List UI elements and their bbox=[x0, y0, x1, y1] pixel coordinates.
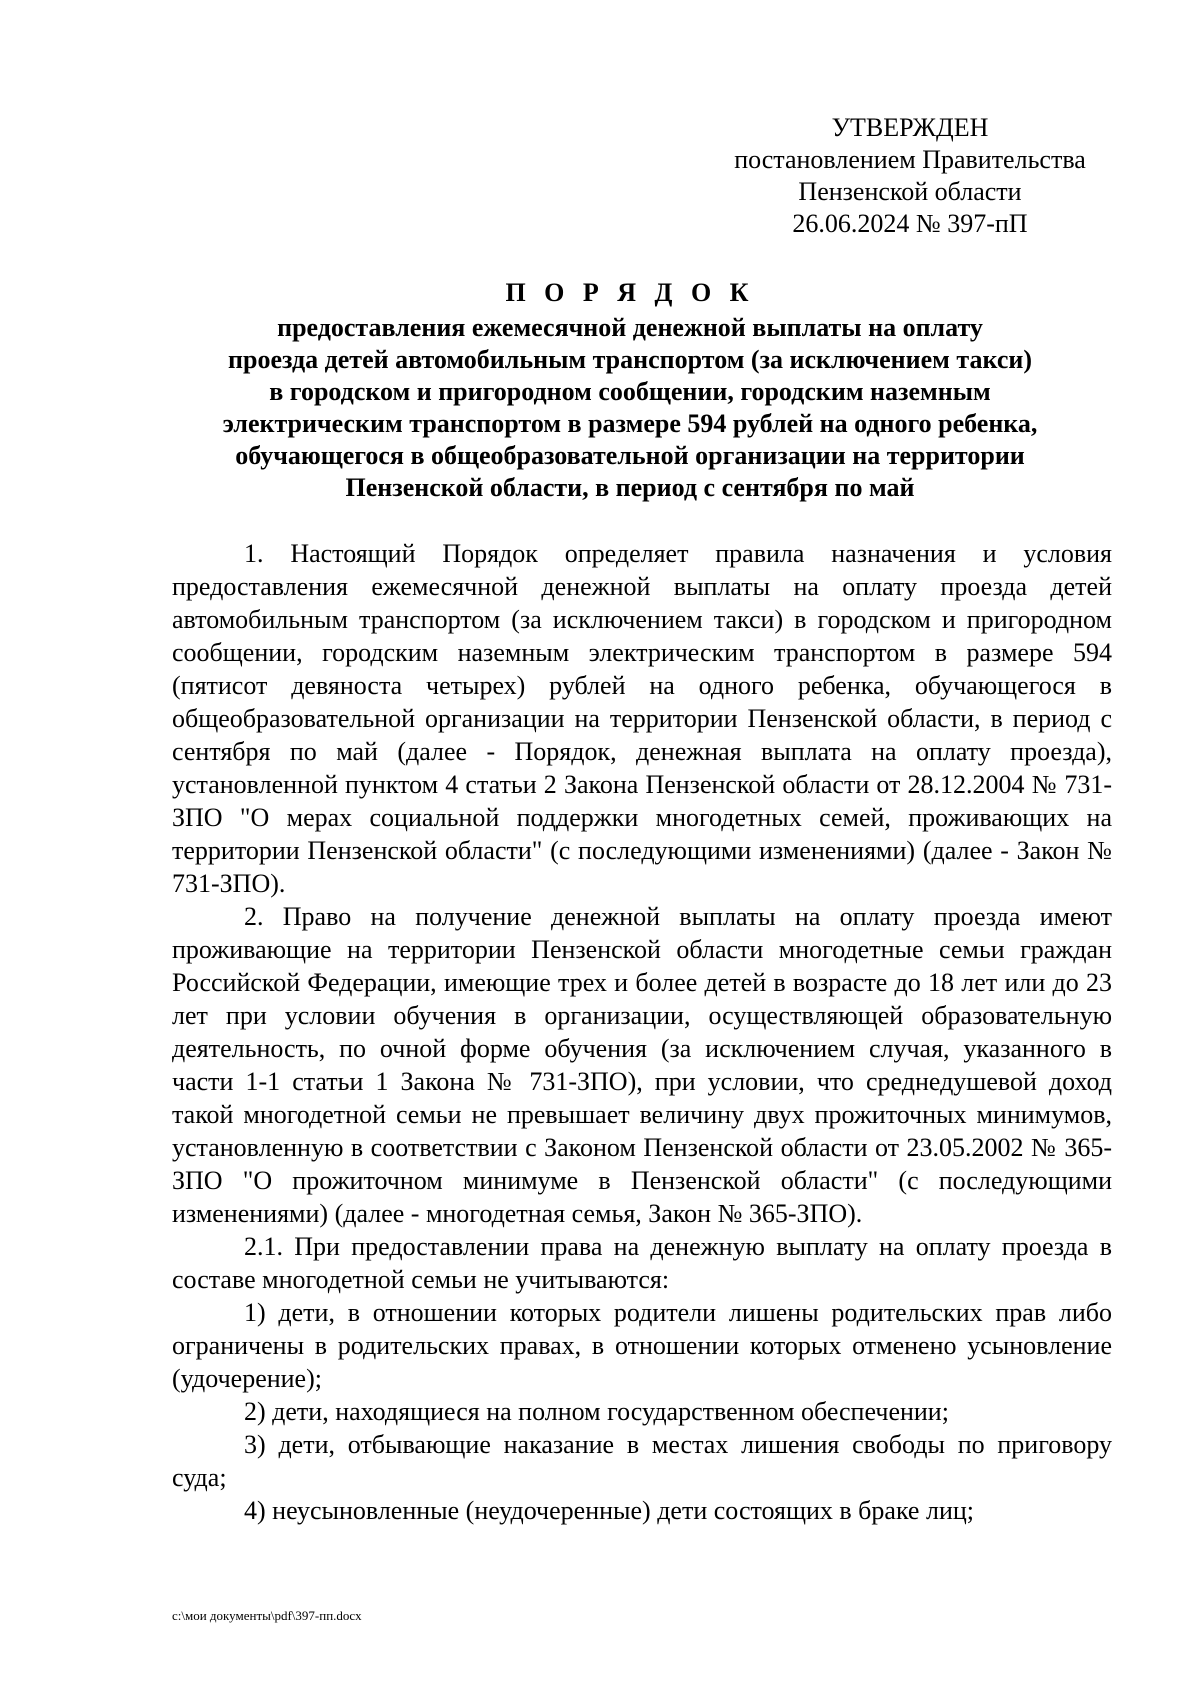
approval-region: Пензенской области bbox=[798, 177, 1022, 206]
approval-date-number: 26.06.2024 № 397-пП bbox=[792, 209, 1028, 238]
subtitle-line: обучающегося в общеобразовательной организации на территории bbox=[235, 441, 1025, 470]
subtitle-line: Пензенской области, в период с сентября по май bbox=[345, 473, 915, 502]
subtitle-line: предоставления ежемесячной денежной выплаты на оплату bbox=[277, 313, 983, 342]
approval-stamp bbox=[700, 112, 1120, 240]
list-item-2: 2) дети, находящиеся на полном государственном обеспечении; bbox=[244, 1397, 949, 1426]
list-item-3: 3) дети, отбывающие наказание в местах лишения свободы по приговору суда; bbox=[172, 1430, 1112, 1492]
paragraph-2-1: 2.1. При предоставлении права на денежную выплату на оплату проезда в составе многодетной семьи не учитываются: bbox=[172, 1232, 1112, 1294]
subtitle-line: электрическим транспортом в размере 594 рублей на одного ребенка, bbox=[222, 409, 1038, 438]
approval-title: УТВЕРЖДЕН bbox=[831, 113, 989, 142]
document-title: П О Р Я Д О К bbox=[505, 278, 755, 307]
document-subtitle bbox=[160, 312, 1100, 504]
subtitle-line: проезда детей автомобильным транспортом (за исключением такси) bbox=[228, 345, 1032, 374]
document-heading bbox=[160, 276, 1100, 504]
list-item-1: 1) дети, в отношении которых родители лишены родительских прав либо ограничены в родительских правах, в отношении которых отменено усыновление (удочерение); bbox=[172, 1298, 1112, 1393]
document-body bbox=[172, 537, 1112, 1527]
subtitle-line: в городском и пригородном сообщении, городским наземным bbox=[269, 377, 991, 406]
file-path-footer: c:\мои документы\pdf\397-пп.docx bbox=[172, 1608, 362, 1623]
list-item-4: 4) неусыновленные (неудочеренные) дети состоящих в браке лиц; bbox=[244, 1496, 974, 1525]
paragraph-1: 1. Настоящий Порядок определяет правила назначения и условия предоставления ежемесячной денежной выплаты на оплату проезда детей автомобильным транспортом (за исключением такси) в городском и пригородном сообщении, городским наземным электрическим транспортом в размере 594 (пятисот девяноста четырех) рублей на одного ребенка, обучающегося в общеобразовательной организации на территории Пензенской области, в период с сентября по май (далее - Порядок, денежная выплата на оплату проезда), установленной пунктом 4 статьи 2 Закона Пензенской области от 28.12.2004 № 731-ЗПО "О мерах социальной поддержки многодетных семей, проживающих на территории Пензенской области" (с последующими изменениями) (далее - Закон № 731-ЗПО). bbox=[172, 539, 1112, 898]
approval-authority: постановлением Правительства bbox=[734, 145, 1086, 174]
paragraph-2: 2. Право на получение денежной выплаты на оплату проезда имеют проживающие на территории Пензенской области многодетные семьи граждан Российской Федерации, имеющие трех и более детей в возрасте до 18 лет или до 23 лет при условии обучения в организации, осуществляющей образовательную деятельность, по очной форме обучения (за исключением случая, указанного в части 1-1 статьи 1 Закона № 731-ЗПО), при условии, что среднедушевой доход такой многодетной семьи не превышает величину двух прожиточных минимумов, установленную в соответствии с Законом Пензенской области от 23.05.2002 № 365-ЗПО "О прожиточном минимуме в Пензенской области" (с последующими изменениями) (далее - многодетная семья, Закон № 365-ЗПО). bbox=[172, 902, 1112, 1228]
